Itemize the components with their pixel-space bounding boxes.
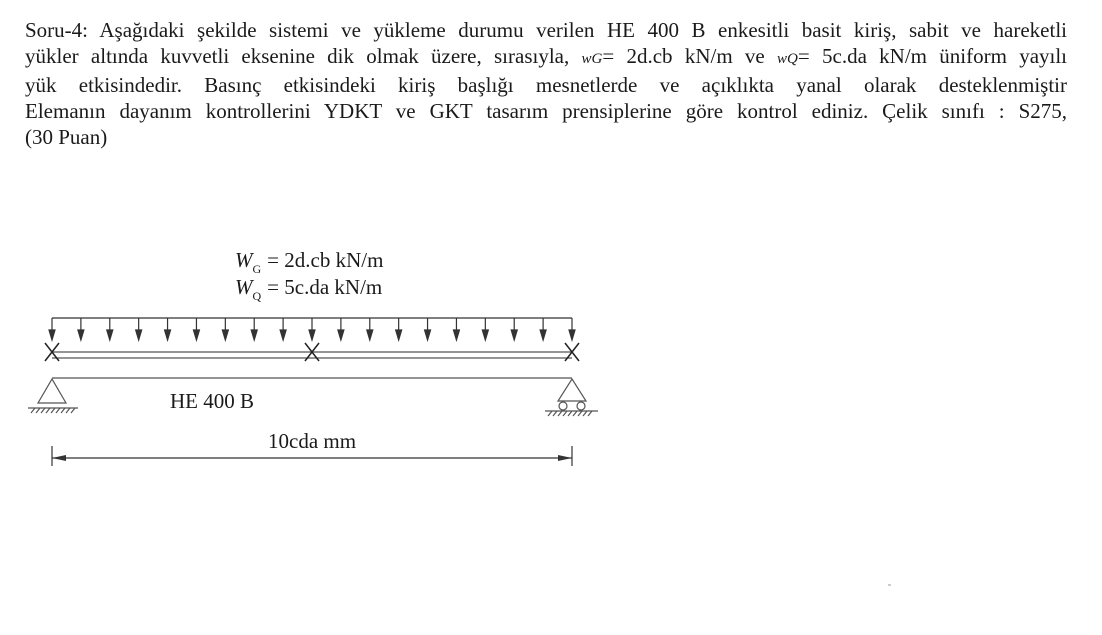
section-label: HE 400 B	[170, 389, 254, 413]
load-g-symbol: W	[235, 248, 253, 272]
question-line-3: yük etkisindedir. Basınç etkisindeki kiriş başlığı mesnetlerde ve açıklıkta yanal olarak desteklenmiştir	[25, 73, 1067, 97]
load-arrow	[540, 318, 546, 340]
load-arrows	[49, 318, 575, 340]
dimension-arrow-left	[52, 455, 66, 461]
load-q-label	[235, 275, 382, 303]
load-arrow	[165, 318, 171, 340]
load-arrow	[251, 318, 257, 340]
load-arrow	[193, 318, 199, 340]
load-arrow	[107, 318, 113, 340]
load-arrow	[338, 318, 344, 340]
load-arrow	[49, 318, 55, 340]
load-arrow	[136, 318, 142, 340]
question-line-2-a: yükler altında kuvvetli eksenine dik olmak üzere, sırasıyla,	[25, 44, 570, 68]
ground-hatch-right	[548, 411, 592, 416]
load-g-value: = 2d.cb kN/m	[267, 248, 384, 272]
load-arrow	[309, 318, 315, 340]
load-arrow	[425, 318, 431, 340]
load-arrow	[78, 318, 84, 340]
question-line-4: Elemanın dayanım kontrollerini YDKT ve GKT tasarım prensiplerine göre kontrol ediniz. Çelik sınıfı : S275,	[25, 99, 1067, 123]
load-q-value: = 5c.da kN/m	[267, 275, 383, 299]
distributed-load	[49, 318, 575, 340]
load-g-sub: G	[252, 262, 262, 276]
load-g-label	[235, 248, 383, 276]
span-label: 10cda mm	[268, 429, 357, 453]
pinned-support	[28, 379, 78, 413]
load-arrow	[280, 318, 286, 340]
dimension-arrow-right	[558, 455, 572, 461]
beam	[52, 352, 572, 378]
load-q-sub: Q	[252, 289, 262, 303]
load-arrow	[396, 318, 402, 340]
question-line-2-b: = 2d.cb kN/m ve	[602, 44, 765, 68]
question-line-5: (30 Puan)	[25, 125, 108, 149]
load-q-symbol: W	[235, 275, 253, 299]
load-arrow	[511, 318, 517, 340]
ground-hatch-left	[31, 408, 75, 413]
load-arrow	[482, 318, 488, 340]
load-arrow	[569, 318, 575, 340]
question-line-1: Soru-4: Aşağıdaki şekilde sistemi ve yükleme durumu verilen HE 400 B enkesitli basit kiriş, sabit ve hareketli	[25, 18, 1067, 42]
load-arrow	[453, 318, 459, 340]
wg-symbol: wG	[581, 51, 603, 67]
wq-symbol: wQ	[777, 51, 798, 67]
load-arrow	[367, 318, 373, 340]
roller-support	[545, 379, 598, 416]
load-arrow	[222, 318, 228, 340]
question-line-2-c: = 5c.da kN/m üniform yayılı	[797, 44, 1068, 68]
